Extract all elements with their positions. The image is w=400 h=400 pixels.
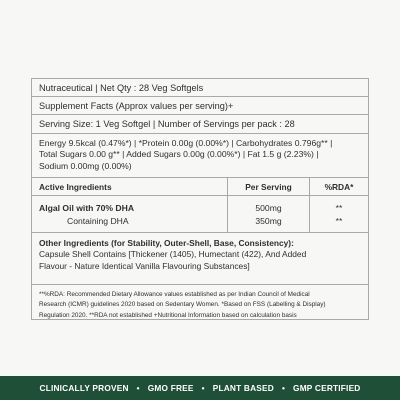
ingredients-table-header (32, 178, 368, 196)
serving-size-text: Serving Size: 1 Veg Softgel | Number of Servings per pack : 28 (39, 119, 295, 129)
nutrition-line-1: Energy 9.5kcal (0.47%*) | *Protein 0.00g (0.00%*) | Carbohydrates 0.796g** | (39, 138, 333, 148)
nutrition-values-row (32, 134, 368, 178)
footnote-line-1: **%RDA: Recommended Dietary Allowance values established as per Indian Council of Medical (39, 291, 310, 298)
nutrition-line-3: Sodium 0.00mg (0.00%) (39, 160, 132, 171)
other-ingredients-section (32, 233, 368, 285)
separator-dot-icon: • (136, 383, 140, 393)
footnote-line-2: Research (ICMR) guidelines 2020 based on Sedentary Women. *Based on FSS (Labelling & Display) (39, 301, 326, 309)
product-line-row (32, 79, 368, 97)
other-ingredients-line-1: Capsule Shell Contains [Thickener (1405), Humectant (422), And Added (39, 249, 307, 260)
ingredient-column (32, 196, 228, 232)
nutrition-line-2: Total Sugars 0.00 g** | Added Sugars 0.00g (0.00%*) | Fat 1.5 g (2.23%) | (39, 149, 319, 160)
per-serving-value: 350mg (255, 216, 282, 226)
badge-gmp-certified: GMP CERTIFIED (293, 383, 361, 393)
supplement-facts-title: Supplement Facts (Approx values per serving)+ (39, 100, 234, 111)
badge-plant-based: PLANT BASED (212, 383, 274, 393)
ingredients-table-body (32, 196, 368, 233)
badge-gmo-free: GMO FREE (147, 383, 194, 393)
header-active-ingredients: Active Ingredients (32, 178, 228, 195)
ingredient-name: Algal Oil with 70% DHA (39, 203, 135, 213)
rda-column (310, 196, 368, 232)
per-serving-column (228, 196, 310, 232)
header-rda: %RDA* (324, 181, 354, 192)
supplement-facts-panel (31, 78, 369, 320)
serving-size-row (32, 115, 368, 134)
footnote-line-3: Regulation 2020. **RDA not established +Nutritional Information based on calculation basis (39, 311, 297, 319)
per-serving-value: 500mg (255, 203, 282, 213)
supplement-facts-row (32, 97, 368, 115)
rda-value: ** (335, 203, 343, 213)
product-line-text: Nutraceutical | Net Qty : 28 Veg Softgels (39, 82, 204, 93)
separator-dot-icon: • (281, 383, 286, 393)
separator-dot-icon: • (201, 383, 205, 393)
header-per-serving: Per Serving (228, 178, 310, 195)
footnotes-section (32, 285, 368, 321)
other-ingredients-line-2: Flavour - Nature Identical Vanilla Flavouring Substances] (39, 260, 250, 271)
ingredient-name: Containing DHA (67, 216, 129, 226)
other-ingredients-title: Other Ingredients (for Stability, Outer-Shell, Base, Consistency): (39, 238, 294, 248)
rda-value: ** (335, 216, 343, 226)
badge-clinically-proven: CLINICALLY PROVEN (39, 383, 129, 393)
certifications-bar (0, 376, 400, 400)
